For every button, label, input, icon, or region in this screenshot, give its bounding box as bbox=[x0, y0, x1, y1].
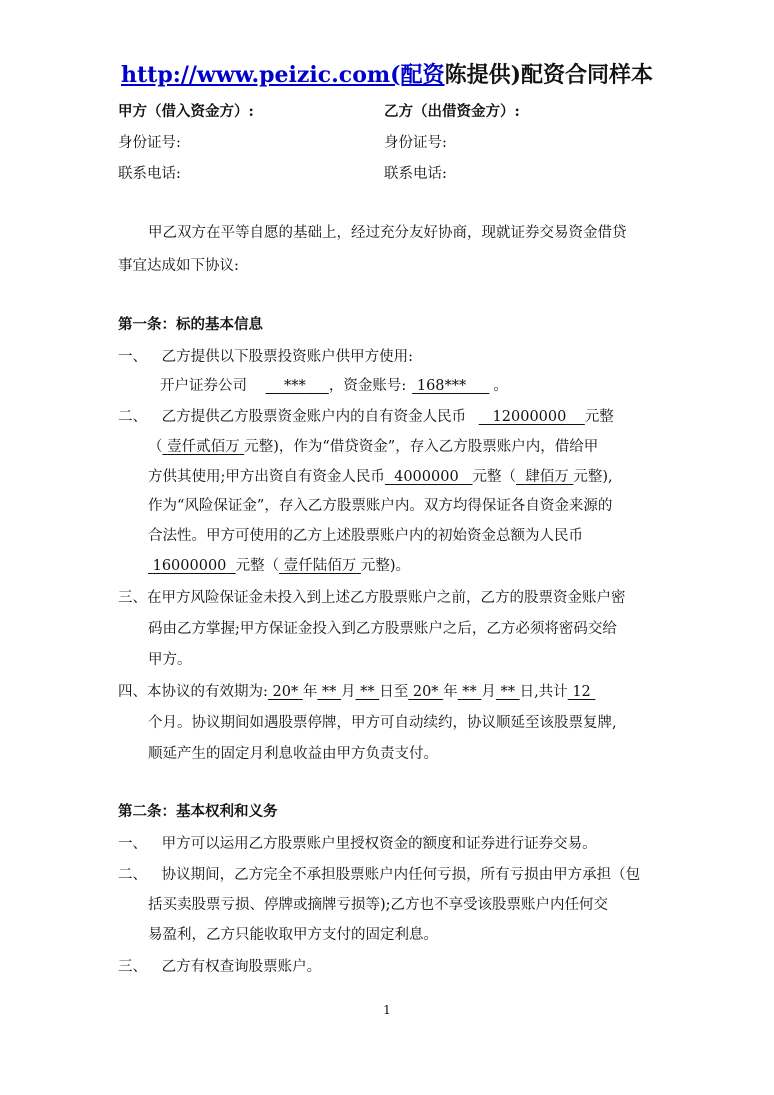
article1-item1 bbox=[118, 345, 413, 366]
item-text: 元整), bbox=[573, 469, 613, 485]
account-end: 。 bbox=[493, 378, 508, 394]
id-b-label: 身份证号: bbox=[384, 135, 447, 151]
item-text: 日,共计 bbox=[519, 684, 568, 700]
account-value: 168*** bbox=[416, 378, 467, 394]
article1-item2-line4: 作为“风险保证金”，存入乙方股票账户内。双方均得保证各自资金来源的 bbox=[148, 498, 613, 514]
party-b-label: 乙方（出借资金方）: bbox=[384, 103, 520, 120]
intro-line-2: 事宜达成如下协议: bbox=[118, 258, 239, 274]
id-row bbox=[118, 131, 447, 152]
item-number: 一、 bbox=[118, 349, 147, 365]
account-label: ，资金账号: bbox=[328, 378, 407, 394]
article2-item1 bbox=[118, 832, 597, 853]
item-text: 方供其使用;甲方出资自有资金人民币 bbox=[148, 469, 385, 485]
item-text: 元整)。 bbox=[360, 558, 411, 574]
end-day: ** bbox=[500, 684, 515, 700]
term-months: 12 bbox=[572, 684, 591, 700]
article2-heading: 第二条：基本权利和义务 bbox=[118, 803, 278, 820]
article1-item2-line3 bbox=[148, 465, 613, 486]
item-text: 协议期间，乙方完全不承担股票账户内任何亏损，所有亏损由甲方承担（包 bbox=[161, 867, 641, 883]
article1-heading: 第一条：标的基本信息 bbox=[118, 316, 263, 333]
item-text: 乙方提供乙方股票资金账户内的自有资金人民币 bbox=[161, 409, 467, 425]
article1-item4-line1 bbox=[118, 680, 595, 701]
broker-label: 开户证券公司 bbox=[160, 378, 247, 394]
article1-item3-line2: 码由乙方掌握;甲方保证金投入到乙方股票账户之后，乙方必须将密码交给 bbox=[148, 621, 617, 637]
item-text: 月 bbox=[481, 684, 496, 700]
item-text: 乙方提供以下股票投资账户供甲方使用: bbox=[161, 349, 413, 365]
article2-item2-line1 bbox=[118, 863, 640, 884]
total-amount-words: 壹仟陆佰万 bbox=[283, 558, 357, 574]
page-number: 1 bbox=[383, 1003, 391, 1017]
loan-amount-words: 壹仟贰佰万 bbox=[167, 439, 240, 455]
margin-amount-words: 肆佰万 bbox=[525, 469, 569, 485]
article1-item4-line2: 个月。协议期间如遇股票停牌，甲方可自动续约，协议顺延至该股票复牌, bbox=[148, 715, 617, 731]
start-month: ** bbox=[321, 684, 337, 700]
item-text: 元整)，作为“借贷资金”，存入乙方股票账户内，借给甲 bbox=[244, 439, 599, 455]
item-text: 甲方可以运用乙方股票账户里授权资金的额度和证券进行证券交易。 bbox=[161, 836, 597, 852]
loan-amount: 12000000 bbox=[492, 409, 567, 425]
item-text: 元整（ bbox=[235, 558, 280, 574]
item-text: （ bbox=[148, 439, 163, 455]
article1-item1-sub bbox=[160, 374, 508, 395]
end-year: 20* bbox=[412, 684, 439, 700]
article1-item2-line1 bbox=[118, 405, 614, 426]
article2-item3 bbox=[118, 955, 321, 976]
article2-item2-line2: 括买卖股票亏损、停牌或摘牌亏损等);乙方也不享受该股票账户内任何交 bbox=[148, 897, 609, 913]
item-text: 四、本协议的有效期为: bbox=[118, 684, 268, 700]
broker-value: *** bbox=[284, 378, 306, 394]
title-link[interactable]: http://www.peizic.com(配资 bbox=[121, 62, 445, 88]
item-number: 三、 bbox=[118, 959, 147, 975]
article2-item2-line3: 易盈利，乙方只能收取甲方支付的固定利息。 bbox=[148, 927, 438, 943]
article1-item2-line6 bbox=[148, 554, 410, 575]
item-text: 元整（ bbox=[472, 469, 517, 485]
item-text: 乙方有权查询股票账户。 bbox=[161, 959, 322, 975]
start-day: ** bbox=[360, 684, 375, 700]
article1-item4-line3: 顺延产生的固定月利息收益由甲方负责支付。 bbox=[148, 746, 438, 762]
article1-item2-line2 bbox=[148, 435, 598, 456]
item-number: 二、 bbox=[118, 867, 147, 883]
item-text: 年 bbox=[302, 684, 318, 700]
phone-b-label: 联系电话: bbox=[384, 166, 447, 182]
margin-amount: 4000000 bbox=[394, 469, 459, 485]
item-number: 二、 bbox=[118, 409, 147, 425]
end-month: ** bbox=[462, 684, 477, 700]
item-text: 年 bbox=[443, 684, 458, 700]
id-a-label: 身份证号: bbox=[118, 135, 181, 151]
party-row bbox=[118, 100, 520, 121]
intro-line-1: 甲乙双方在平等自愿的基础上，经过充分友好协商，现就证券交易资金借贷 bbox=[148, 225, 627, 241]
title-text: 陈提供)配资合同样本 bbox=[444, 62, 653, 88]
item-text: 元整 bbox=[584, 409, 614, 425]
party-a-label: 甲方（借入资金方）: bbox=[118, 103, 254, 120]
document-title bbox=[0, 58, 774, 89]
phone-row bbox=[118, 162, 447, 183]
item-text: 月 bbox=[341, 684, 356, 700]
article1-item3-line1: 三、在甲方风险保证金未投入到上述乙方股票账户之前，乙方的股票资金账户密 bbox=[118, 590, 626, 606]
item-text: 日至 bbox=[379, 684, 409, 700]
article1-item3-line3: 甲方。 bbox=[148, 652, 192, 668]
phone-a-label: 联系电话: bbox=[118, 166, 181, 182]
item-number: 一、 bbox=[118, 836, 147, 852]
start-year: 20* bbox=[272, 684, 299, 700]
total-amount: 16000000 bbox=[152, 558, 227, 574]
article1-item2-line5: 合法性。甲方可使用的乙方上述股票账户内的初始资金总额为人民币 bbox=[148, 528, 583, 544]
